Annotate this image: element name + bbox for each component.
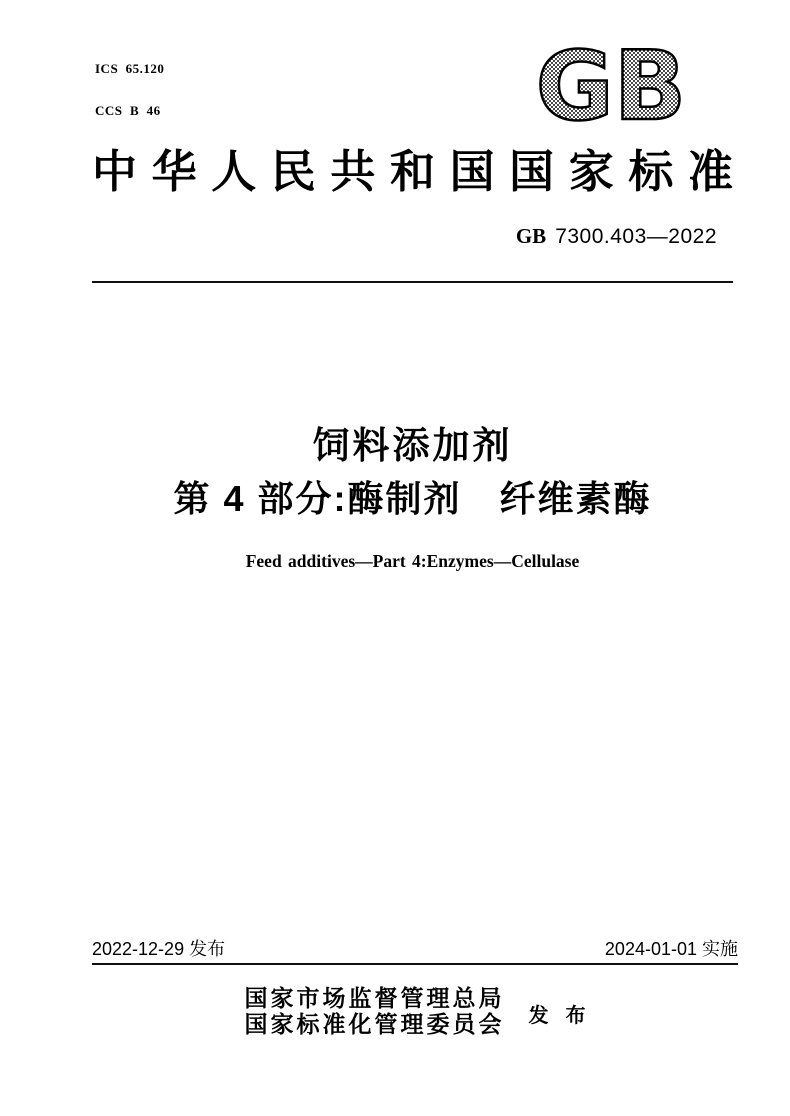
classification-codes: [95, 34, 164, 146]
header-divider-line: [92, 281, 733, 283]
document-title-block: [92, 424, 733, 572]
heading-char: 标: [628, 147, 674, 197]
issuer-names: [245, 986, 505, 1038]
national-standard-heading: [92, 146, 733, 198]
title-chinese-line1: 饲料添加剂: [312, 425, 513, 466]
heading-char: 共: [330, 147, 376, 197]
footer-divider-line: [92, 963, 738, 965]
issuer-line2: 国家标准化管理委员会: [244, 1012, 505, 1037]
title-english: Feed additives—Part 4:Enzymes—Cellulase: [245, 551, 580, 571]
heading-char: 中: [92, 147, 138, 197]
gb-logo-graphic: [533, 40, 690, 126]
issue-date: 2022-12-29 发布: [92, 939, 226, 959]
heading-char: 国: [449, 147, 495, 197]
standard-number: [516, 224, 717, 249]
heading-char: 家: [568, 147, 614, 197]
ics-code: ICS 65.120: [95, 61, 165, 76]
heading-char: 和: [389, 147, 435, 197]
standard-number-value: 7300.403—2022: [555, 225, 717, 248]
dates-row: [92, 938, 738, 960]
issuer-block: [92, 986, 738, 1038]
heading-char: 民: [270, 147, 316, 197]
heading-char: 人: [211, 147, 257, 197]
implementation-date: 2024-01-01 实施: [604, 939, 738, 959]
gb-logo: [533, 40, 690, 126]
heading-char: 国: [509, 147, 555, 197]
issuer-line1: 国家市场监督管理总局: [244, 986, 505, 1011]
publish-label: 发 布: [528, 1004, 586, 1027]
heading-char: 准: [687, 147, 733, 197]
title-chinese-line2: 第 4 部分:酶制剂 纤维素酶: [173, 478, 652, 519]
heading-char: 华: [151, 147, 197, 197]
ccs-code: CCS B 46: [95, 103, 161, 118]
gb-logo-text: GB: [535, 40, 687, 126]
standard-number-prefix: GB: [515, 224, 547, 248]
